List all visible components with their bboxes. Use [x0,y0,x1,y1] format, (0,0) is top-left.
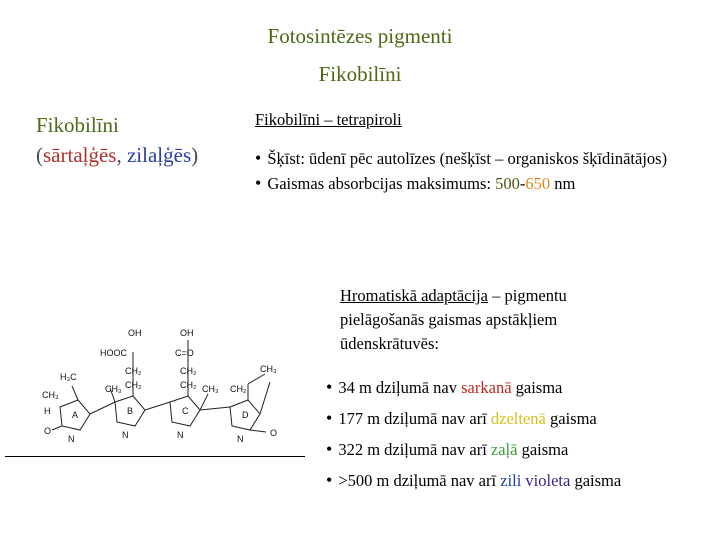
label-hooc: HOOC [100,348,127,358]
depth-prefix: 177 m dziļumā nav arī [338,409,491,428]
absorption-dash: - [519,174,526,193]
left-heading-block [36,110,198,170]
absorption-unit: nm [550,174,576,193]
depth-item [326,434,716,465]
left-heading: Fikobilīni [36,113,119,137]
label-oh-1: OH [128,328,142,338]
depth-color-yellow: dzeltenā [490,409,546,428]
phycobilin-structure-diagram [30,322,300,452]
bullet-icon: • [326,408,333,428]
depth-color-red: sarkanā [461,378,512,397]
label-o-right: O [270,428,278,438]
label-c-eq-o: C=O [175,348,194,358]
depth-color-green: zaļā [490,440,518,459]
bullet-icon: • [326,470,333,490]
absorption-item [255,171,695,196]
label-ch3-b: CH₃ [105,384,122,394]
label-n-b: N [122,430,129,440]
paren-close: ) [191,143,199,167]
label-ch3-c: CH₃ [202,384,219,394]
label-h: H [44,406,51,416]
depth-item [326,372,716,403]
depth-prefix: >500 m dziļumā nav arī [338,471,501,490]
left-subheading [36,140,198,170]
separator-line [5,456,305,457]
depth-suffix: gaisma [517,440,569,459]
solubility-text: Šķīst: ūdenī pēc autolīzes (nešķīst – organiskos šķīdinātājos) [267,149,668,168]
page-subtitle: Fikobilīni [318,62,402,86]
label-ch2-d: CH₂ [230,384,247,394]
label-ring-b: B [127,406,134,416]
paren-open: ( [36,143,43,167]
label-n-a: N [68,434,75,444]
depth-item [326,465,716,496]
depth-suffix: gaisma [570,471,622,490]
label-ring-a: A [72,410,79,420]
depth-prefix: 34 m dziļumā nav [338,378,462,397]
bullet-icon: • [255,173,262,193]
tetrapyrrole-line: Fikobilīni – tetrapiroli [255,110,402,129]
label-ch3-a: CH₃ [42,390,59,400]
label-ch2-b2: CH₂ [125,380,142,390]
depth-color-violet: violeta [525,471,571,490]
label-ring-d: D [242,410,249,420]
blue-algae-word: zilaļģēs [126,143,192,167]
absorption-500: 500 [495,174,520,193]
right-info-block [255,108,695,196]
label-h3c: H₃C [60,372,77,382]
page-title: Fotosintēzes pigmenti [267,24,453,48]
absorption-650: 650 [525,174,551,193]
solubility-item [255,146,695,171]
depth-color-blue: zili [500,471,522,490]
depth-item [326,403,716,434]
bullet-icon: • [326,377,333,397]
bullet-icon: • [255,148,262,168]
label-ch3-top: CH₃ [260,364,277,374]
adaptation-block [340,284,640,356]
label-n-c: N [177,430,184,440]
depth-suffix: gaisma [545,409,597,428]
label-ch2-c2: CH₂ [180,380,197,390]
absorption-prefix: Gaismas absorbcijas maksimums: [267,174,496,193]
label-o-left: O [44,426,52,436]
label-oh-2: OH [180,328,194,338]
adaptation-term: Hromatiskā adaptācija [340,286,488,305]
label-ch2-b1: CH₂ [125,366,142,376]
depth-prefix: 322 m dziļumā nav arī [338,440,491,459]
depth-list [326,372,716,496]
label-ring-c: C [182,406,189,416]
comma: , [116,143,127,167]
bullet-icon: • [326,439,333,459]
label-ch2-c1: CH₂ [180,366,197,376]
depth-suffix: gaisma [511,378,563,397]
red-algae-word: sārtaļģēs [43,143,117,167]
label-n-d: N [237,434,244,444]
adaptation-text: – pigmentu pielāgošanās gaismas apstākļiem ūdenskrātuvēs: [340,286,567,353]
